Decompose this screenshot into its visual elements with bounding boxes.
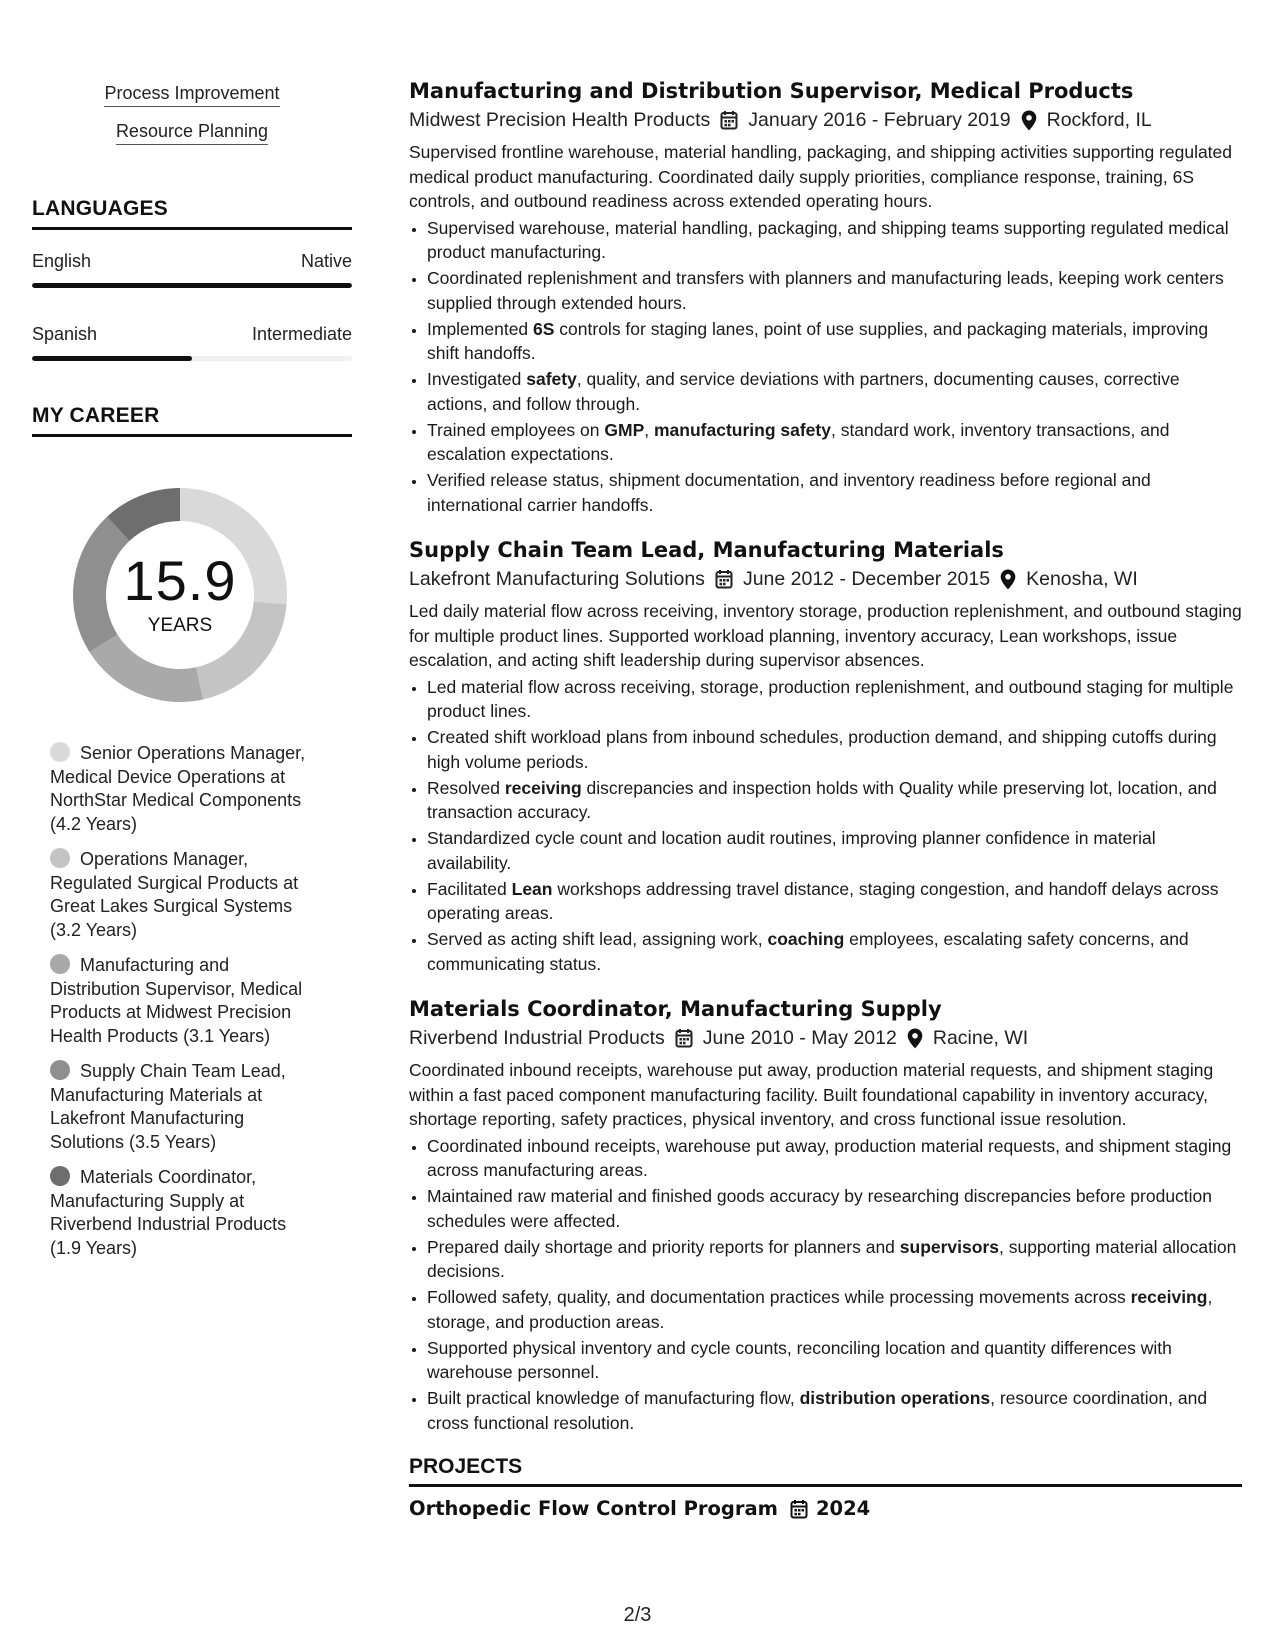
bullet-text: Implemented: [427, 318, 534, 339]
job-meta: [409, 107, 1242, 133]
bullet-text: workshops addressing travel distance, staging congestion, and handoff delays across operating areas.: [427, 878, 1219, 923]
legend-swatch: [50, 1166, 70, 1186]
job-meta: [409, 566, 1242, 592]
job-dates: January 2016 - February 2019: [748, 109, 1011, 131]
experience-bullet: [427, 776, 1242, 825]
language-name: English: [32, 251, 92, 271]
page-number: 2/3: [623, 1604, 652, 1626]
experience-bullet: [427, 877, 1242, 926]
bullet-keyword: GMP: [604, 419, 645, 440]
career-legend-item: [50, 848, 320, 942]
bullet-keyword: 6S: [533, 318, 555, 339]
bullet-keyword: supervisors: [899, 1236, 999, 1257]
experience-bullet: [427, 675, 1242, 724]
company-name: Midwest Precision Health Products: [409, 109, 711, 131]
experience-list: [409, 78, 1242, 1435]
experience-bullet: [427, 468, 1242, 517]
career-legend-label: Operations Manager, Regulated Surgical Products at Great Lakes Surgical Systems (3.2 Years): [50, 849, 299, 940]
job-dates: June 2012 - December 2015: [742, 568, 991, 590]
experience-bullet: [427, 1235, 1242, 1284]
legend-swatch: [50, 1060, 70, 1080]
bullet-text: discrepancies and inspection holds with Quality while preserving lot, location, and transaction accuracy.: [427, 777, 1217, 822]
experience-item: [409, 78, 1242, 517]
career-legend-item: [50, 954, 320, 1048]
career-donut-chart: [65, 480, 295, 710]
experience-bullet: [427, 418, 1242, 467]
job-location: Rockford, IL: [1046, 109, 1152, 131]
language-item: [32, 250, 352, 288]
bullet-text: ,: [644, 419, 654, 440]
bullet-text: , resource coordination, and cross functional resolution.: [427, 1388, 1208, 1433]
job-summary: Supervised frontline warehouse, material handling, packaging, and shipping activities supporting regulated medical product manufacturing. Coordinated daily supply priorities, compliance response, training, 6S controls, and outbound readiness across extended operating hours.: [409, 142, 1233, 211]
map-pin-icon: [907, 1028, 923, 1049]
company-name: Riverbend Industrial Products: [409, 1027, 665, 1049]
language-level: Native: [300, 251, 352, 271]
experience-bullet: [427, 317, 1242, 366]
job-meta: [409, 1025, 1242, 1051]
bullet-text: Facilitated: [427, 878, 512, 899]
experience-bullet: [427, 1184, 1242, 1233]
experience-bullet: [427, 1386, 1242, 1435]
job-title: Supply Chain Team Lead, Manufacturing Materials: [409, 538, 1004, 562]
career-legend-label: Materials Coordinator, Manufacturing Supply at Riverbend Industrial Products (1.9 Years): [50, 1167, 287, 1258]
calendar-icon: [790, 1499, 808, 1519]
sidebar: [32, 82, 352, 1272]
legend-swatch: [50, 742, 70, 762]
skill-tag: Resource Planning: [116, 120, 268, 145]
bullet-text: Created shift workload plans from inbound schedules, production demand, and shipping cutoffs during high volume periods.: [427, 727, 1217, 772]
experience-bullets: [409, 216, 1242, 518]
experience-bullet: [427, 927, 1242, 976]
map-pin-icon: [1000, 569, 1016, 590]
career-donut-center: [65, 480, 295, 710]
bullet-text: , storage, and production areas.: [427, 1287, 1213, 1332]
bullet-text: employees, escalating safety concerns, and communicating status.: [427, 929, 1189, 974]
bullet-text: Led material flow across receiving, storage, production replenishment, and outbound staging for multiple product lines.: [427, 676, 1234, 721]
bullet-keyword: receiving: [504, 777, 582, 798]
experience-bullet: [427, 1336, 1242, 1385]
calendar-icon: [720, 110, 738, 130]
career-heading: MY CAREER: [32, 404, 352, 437]
bullet-text: Trained employees on: [427, 419, 605, 440]
bullet-text: Resolved: [427, 777, 505, 798]
career-legend-item: [50, 1166, 320, 1260]
bullet-keyword: manufacturing safety: [653, 419, 831, 440]
experience-bullets: [409, 1134, 1242, 1436]
calendar-icon: [675, 1028, 693, 1048]
career-legend-item: [50, 1060, 320, 1154]
languages-heading: LANGUAGES: [32, 197, 352, 230]
language-item: [32, 323, 352, 361]
experience-item: [409, 537, 1242, 976]
language-proficiency-fill: [32, 356, 192, 361]
main-content: [409, 78, 1242, 1520]
experience-bullet: [427, 826, 1242, 875]
legend-swatch: [50, 848, 70, 868]
bullet-keyword: coaching: [767, 929, 845, 949]
job-title: Manufacturing and Distribution Supervisor, Medical Products: [409, 79, 1134, 103]
projects-heading: PROJECTS: [409, 1455, 1242, 1487]
job-summary: Coordinated inbound receipts, warehouse put away, production material requests, and shipment staging within a fast paced component manufacturing facility. Built foundational capability in inventory accuracy, shortage reporting, safety practices, physical inventory, and cross functional issue resolution.: [409, 1060, 1214, 1129]
bullet-text: Maintained raw material and finished goods accuracy by researching discrepancies before production schedules were affected.: [427, 1186, 1213, 1231]
project-year: 2024: [815, 1497, 871, 1520]
experience-bullet: [427, 216, 1242, 265]
language-proficiency-bar: [32, 356, 352, 361]
bullet-text: Built practical knowledge of manufacturing flow,: [427, 1388, 800, 1408]
bullet-text: Supported physical inventory and cycle counts, reconciling location and quantity differences with warehouse personnel.: [427, 1337, 1172, 1382]
career-legend: [50, 742, 320, 1260]
language-level: Intermediate: [251, 324, 352, 344]
experience-bullet: [427, 367, 1242, 416]
bullet-text: Prepared daily shortage and priority reports for planners and: [427, 1236, 900, 1257]
career-legend-label: Manufacturing and Distribution Supervisor, Medical Products at Midwest Precision Health Products (3.1 Years): [50, 955, 303, 1046]
bullet-text: Standardized cycle count and location audit routines, improving planner confidence in material availability.: [427, 828, 1156, 873]
job-dates: June 2010 - May 2012: [702, 1027, 897, 1049]
languages-list: [32, 250, 352, 361]
bullet-keyword: Lean: [511, 878, 553, 899]
map-pin-icon: [1021, 110, 1037, 131]
job-location: Racine, WI: [932, 1027, 1029, 1049]
bullet-keyword: receiving: [1130, 1287, 1208, 1307]
project-item: [409, 1497, 1242, 1520]
bullet-text: , supporting material allocation decisions.: [427, 1236, 1237, 1281]
job-title: Materials Coordinator, Manufacturing Supply: [409, 997, 942, 1021]
bullet-text: Coordinated inbound receipts, warehouse put away, production material requests, and shipment staging across manufacturing areas.: [427, 1135, 1232, 1180]
career-legend-item: [50, 742, 320, 836]
career-legend-label: Supply Chain Team Lead, Manufacturing Materials at Lakefront Manufacturing Solutions (3.5 Years): [50, 1061, 286, 1152]
calendar-icon: [715, 569, 733, 589]
experience-bullet: [427, 1285, 1242, 1334]
bullet-text: Verified release status, shipment documentation, and inventory readiness before regional and international carrier handoffs.: [427, 470, 1151, 515]
bullet-text: Coordinated replenishment and transfers with planners and manufacturing leads, keeping work centers supplied through extended hours.: [427, 268, 1224, 313]
bullet-text: Supervised warehouse, material handling, packaging, and shipping teams supporting regulated medical product manufacturing.: [427, 217, 1229, 262]
experience-item: [409, 996, 1242, 1435]
bullet-text: Served as acting shift lead, assigning work,: [427, 929, 768, 949]
bullet-text: , quality, and service deviations with partners, documenting causes, corrective actions, and follow through.: [427, 369, 1180, 414]
experience-bullet: [427, 1134, 1242, 1183]
job-summary: Led daily material flow across receiving, inventory storage, production replenishment, and outbound staging for multiple product lines. Supported workload planning, inventory accuracy, Lean workshops, issue escalation, and acting shift leadership during supervisor absences.: [409, 601, 1242, 670]
bullet-text: controls for staging lanes, point of use supplies, and packaging materials, improving shift handoffs.: [427, 318, 1209, 363]
language-proficiency-fill: [32, 283, 352, 288]
bullet-text: Followed safety, quality, and documentation practices while processing movements across: [427, 1287, 1131, 1307]
bullet-keyword: safety: [526, 369, 577, 389]
skill-tag: Process Improvement: [104, 82, 279, 107]
skill-tags: [32, 82, 352, 145]
company-name: Lakefront Manufacturing Solutions: [409, 568, 705, 590]
project-title: Orthopedic Flow Control Program: [409, 1497, 778, 1520]
career-total-years: 15.9: [123, 549, 237, 612]
career-legend-label: Senior Operations Manager, Medical Device Operations at NorthStar Medical Components (4.2 Years): [50, 743, 306, 834]
experience-bullet: [427, 725, 1242, 774]
job-location: Kenosha, WI: [1026, 568, 1138, 590]
language-proficiency-bar: [32, 283, 352, 288]
legend-swatch: [50, 954, 70, 974]
experience-bullet: [427, 266, 1242, 315]
experience-bullets: [409, 675, 1242, 977]
language-name: Spanish: [32, 324, 98, 344]
career-total-unit: YEARS: [147, 615, 213, 636]
bullet-text: , standard work, inventory transactions, and escalation expectations.: [427, 419, 1170, 464]
bullet-text: Investigated: [427, 369, 527, 389]
bullet-keyword: distribution operations: [799, 1388, 991, 1408]
